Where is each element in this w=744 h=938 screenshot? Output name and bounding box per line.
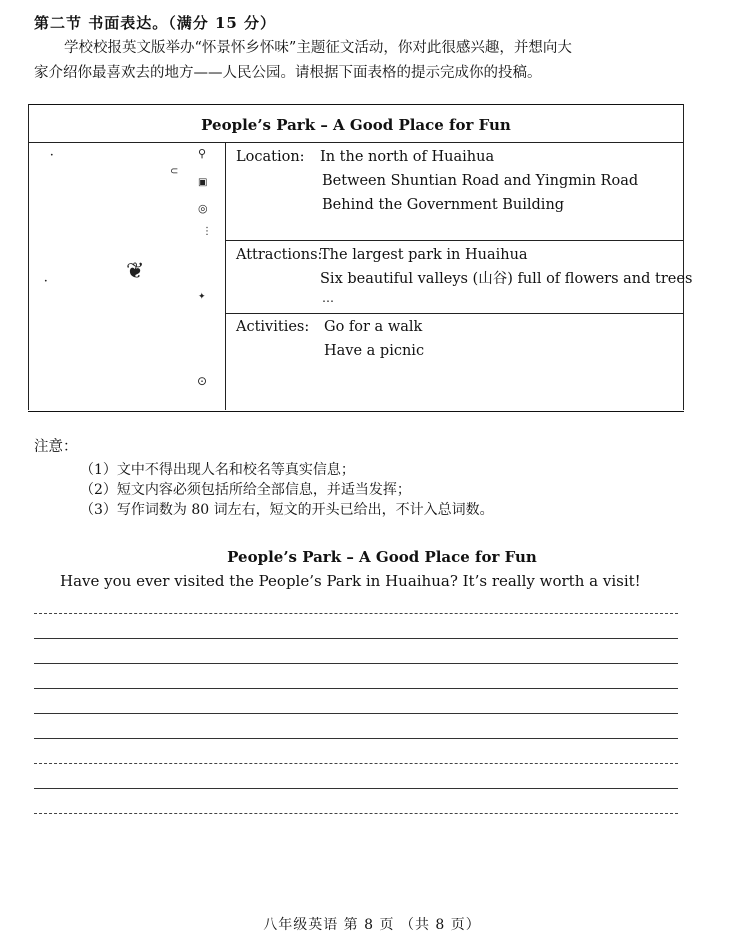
park-emblem-icon: ❦ (126, 259, 145, 284)
writing-line[interactable] (34, 613, 678, 614)
essay-opening: Have you ever visited the People’s Park in Huaihua? It’s really worth a visit! (60, 572, 641, 590)
table-column-divider (225, 142, 226, 410)
activities-values (324, 315, 424, 363)
table-title: People’s Park – A Good Place for Fun (201, 116, 511, 134)
map-target-icon: ⊙ (197, 374, 208, 388)
activities-label: Activities: (236, 319, 310, 335)
map-legend-square-icon: ▣ (198, 177, 208, 188)
attraction-value: The largest park in Huaihua (320, 247, 528, 263)
attractions-values (320, 243, 692, 291)
attractions-ellipsis: … (322, 291, 334, 305)
map-small-marker-icon: ⊂ (170, 166, 179, 177)
map-cross-icon: ✦ (198, 292, 206, 302)
location-value: In the north of Huaihua (320, 149, 495, 165)
attractions-label: Attractions: (236, 247, 323, 263)
notes-list (80, 460, 494, 520)
essay-title: People’s Park – A Good Place for Fun (227, 548, 537, 566)
map-dot-icon: • (50, 152, 54, 159)
table-row-divider (225, 313, 684, 314)
writing-line[interactable] (34, 713, 678, 714)
activity-value: Have a picnic (324, 343, 425, 359)
page-footer: 八年级英语 第 8 页 （共 8 页） (263, 917, 481, 933)
notes-title: 注意： (34, 439, 78, 455)
park-map-image (30, 143, 224, 409)
writing-line[interactable] (34, 738, 678, 739)
location-value: Behind the Government Building (322, 197, 565, 213)
map-legend-circle-icon: ◎ (198, 202, 208, 215)
note-item: （3）写作词数为 80 词左右，短文的开头已给出，不计入总词数。 (80, 502, 494, 518)
attraction-value: Six beautiful valleys (山谷) full of flowers and trees (320, 271, 693, 287)
task-intro (34, 36, 684, 86)
section-heading: 第二节 书面表达。（满分 15 分） (34, 14, 277, 32)
map-dot-icon: • (44, 278, 48, 285)
location-value: Between Shuntian Road and Yingmin Road (322, 173, 639, 189)
writing-line[interactable] (34, 663, 678, 664)
intro-line-1: 学校校报英文版举办“怀景怀乡怀味”主题征文活动，你对此很感兴趣，并想向大 (64, 40, 572, 56)
writing-line[interactable] (34, 638, 678, 639)
note-item: （1）文中不得出现人名和校名等真实信息； (80, 462, 355, 478)
table-border-left (28, 104, 29, 410)
location-values (320, 145, 638, 217)
table-row-divider (225, 240, 684, 241)
map-legend-dots-icon: ⋮ (202, 226, 212, 237)
location-pin-icon: ⚲ (198, 147, 207, 160)
activity-value: Go for a walk (324, 319, 423, 335)
note-item: （2）短文内容必须包括所给全部信息，并适当发挥； (80, 482, 411, 498)
intro-line-2: 家介绍你最喜欢去的地方——人民公园。请根据下面表格的提示完成你的投稿。 (34, 65, 542, 81)
location-label: Location: (236, 149, 305, 165)
writing-line[interactable] (34, 813, 678, 814)
writing-line[interactable] (34, 788, 678, 789)
writing-line[interactable] (34, 763, 678, 764)
writing-line[interactable] (34, 688, 678, 689)
